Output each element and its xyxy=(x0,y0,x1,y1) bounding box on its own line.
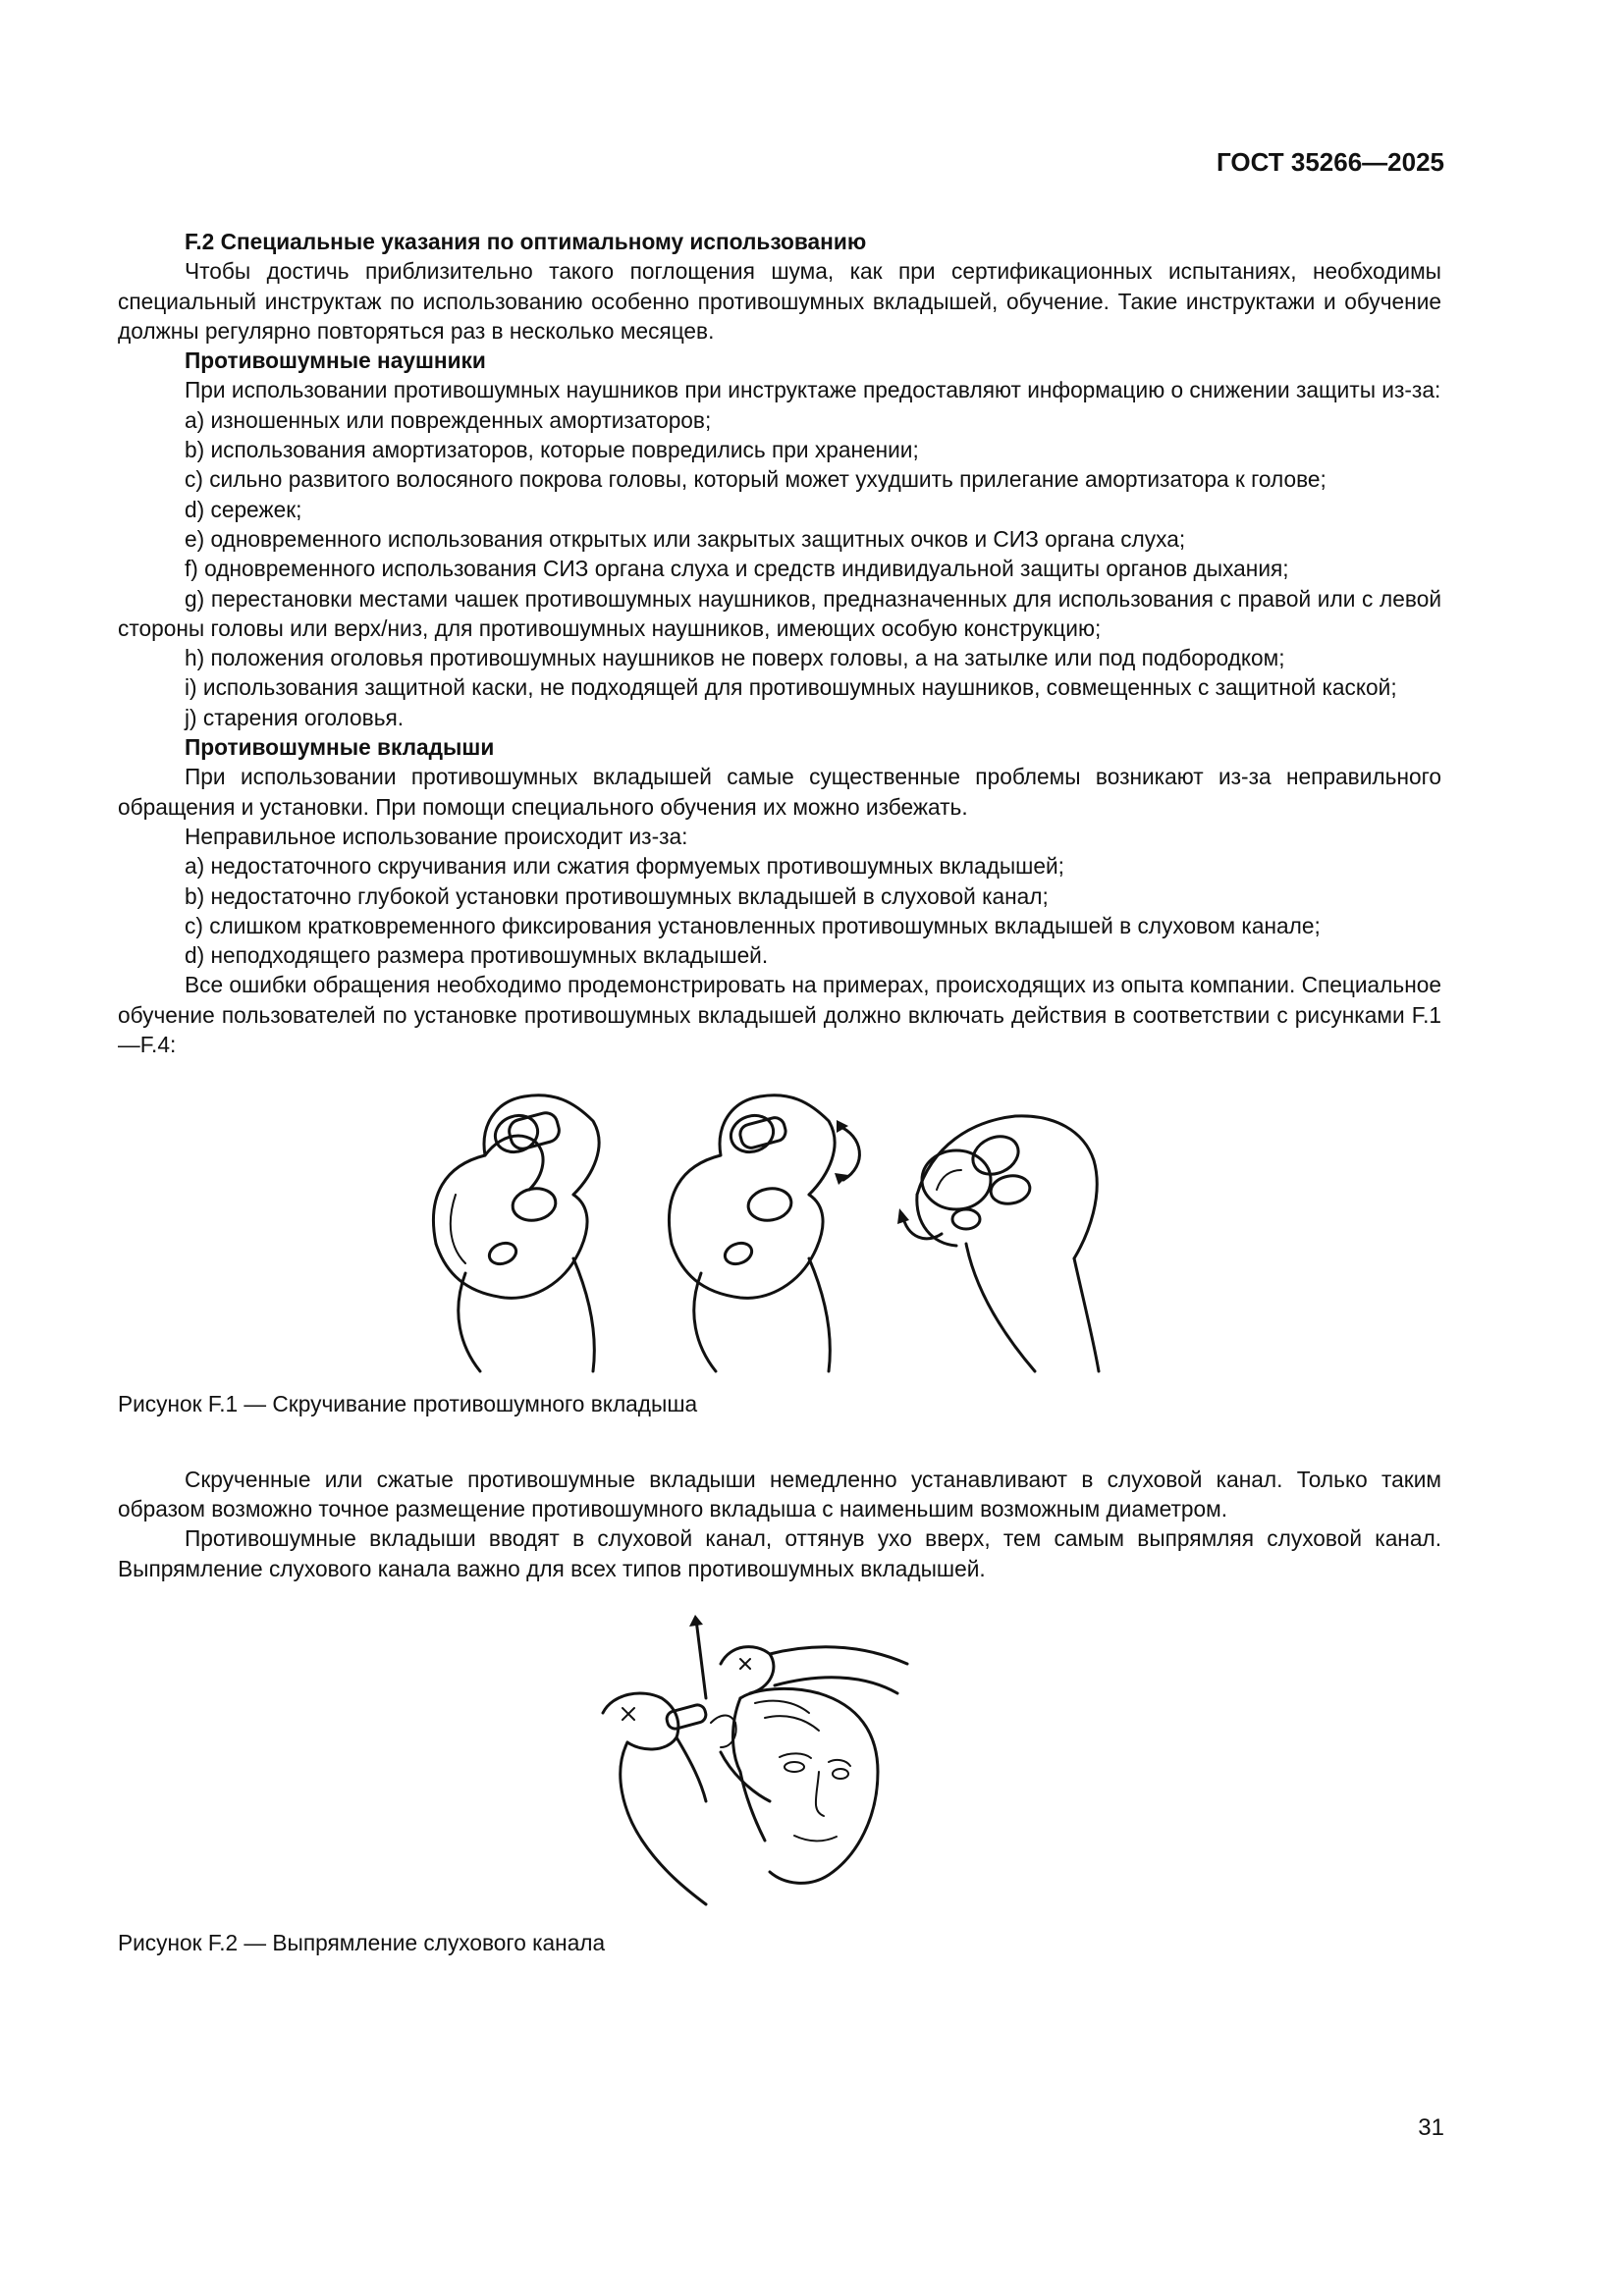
misuse-intro: Неправильное использование происходит из-за: xyxy=(185,823,688,849)
list-item: c) сильно развитого волосяного покрова головы, который может ухудшить прилегание амортизатора к голове; xyxy=(185,466,1326,493)
list-item: g) перестановки местами чашек противошумных наушников, предназначенных для использования с правой или с левой стороны головы или верх/низ, для противошумных наушников, имеющих особую конструкцию; xyxy=(118,585,1441,641)
list-item: d) сережек; xyxy=(185,496,302,522)
list-item: a) недостаточного скручивания или сжатия формуемых противошумных вкладышей; xyxy=(185,853,1064,880)
list-item: b) недостаточно глубокой установки противошумных вкладышей в слуховой канал; xyxy=(185,882,1049,909)
document-header: ГОСТ 35266—2025 xyxy=(1217,147,1444,177)
list-item: f) одновременного использования СИЗ органа слуха и средств индивидуальной защиты органов дыхания; xyxy=(185,556,1289,582)
list-item: a) изношенных или поврежденных амортизаторов; xyxy=(185,406,712,433)
figure-f2-caption: Рисунок F.2 — Выпрямление слухового канала xyxy=(118,1929,606,1955)
hand-rolling-step-1 xyxy=(433,1095,599,1371)
earplugs-heading: Противошумные вкладыши xyxy=(185,734,495,761)
list-item: e) одновременного использования открытых или закрытых защитных очков и СИЗ органа слуха; xyxy=(185,525,1186,552)
page-number: 31 xyxy=(1418,2114,1444,2141)
hand-rolling-step-2 xyxy=(669,1095,859,1371)
training-paragraph: Все ошибки обращения необходимо продемонстрировать на примерах, происходящих из опыта компании. Специальное обучение пользователей по установке противошумных вкладышей должно включать действия в соответствии с рисунками F.1—F.4: xyxy=(118,972,1441,1058)
list-item: c) слишком кратковременного фиксирования установленных противошумных вкладышей в слуховом канале; xyxy=(185,912,1321,938)
earplug-rolling-illustration xyxy=(426,1077,1133,1379)
earplugs-intro: При использовании противошумных вкладышей самые существенные проблемы возникают из-за неправильного обращения и установки. При помощи специального обучения их можно избежать. xyxy=(118,764,1441,820)
figure-f1 xyxy=(118,1077,1441,1418)
after-fig1-paragraph: Скрученные или сжатые противошумные вкладыши немедленно устанавливают в слуховой канал. Только таким образом возможно точное размещение противошумного вкладыша с наименьшим возможным диаметром. xyxy=(118,1466,1441,1522)
earmuffs-heading: Противошумные наушники xyxy=(185,347,486,374)
figure-f2 xyxy=(118,1615,1441,1957)
section-title: F.2 Специальные указания по оптимальному использованию xyxy=(185,229,867,254)
list-item: i) использования защитной каски, не подходящей для противошумных наушников, совмещенных с защитной каской; xyxy=(185,674,1397,701)
list-item: h) положения оголовья противошумных наушников не поверх головы, а на затылке или под подбородком; xyxy=(185,645,1285,671)
list-item: j) старения оголовья. xyxy=(185,704,405,730)
hand-rolling-step-3 xyxy=(897,1116,1099,1371)
after-fig1-paragraph: Противошумные вкладыши вводят в слуховой канал, оттянув ухо вверх, тем самым выпрямляя слуховой канал. Выпрямление слухового канала важно для всех типов противошумных вкладышей. xyxy=(118,1525,1441,1581)
list-item: b) использования амортизаторов, которые повредились при хранении; xyxy=(185,437,919,463)
intro-paragraph: Чтобы достичь приблизительно такого поглощения шума, как при сертификационных испытаниях, необходимы специальный инструктаж по использованию особенно противошумных вкладышей, обучение. Такие инструктажи и обучение должны регулярно повторяться раз в несколько месяцев. xyxy=(118,258,1441,344)
page-content xyxy=(118,227,1441,1957)
head-with-hands xyxy=(603,1615,907,1904)
ear-canal-straightening-illustration xyxy=(583,1615,976,1914)
list-item: d) неподходящего размера противошумных вкладышей. xyxy=(185,942,769,969)
figure-f1-caption: Рисунок F.1 — Скручивание противошумного вкладыша xyxy=(118,1391,698,1417)
earmuffs-intro: При использовании противошумных наушников при инструктаже предоставляют информацию о снижении защиты из-за: xyxy=(185,377,1441,403)
